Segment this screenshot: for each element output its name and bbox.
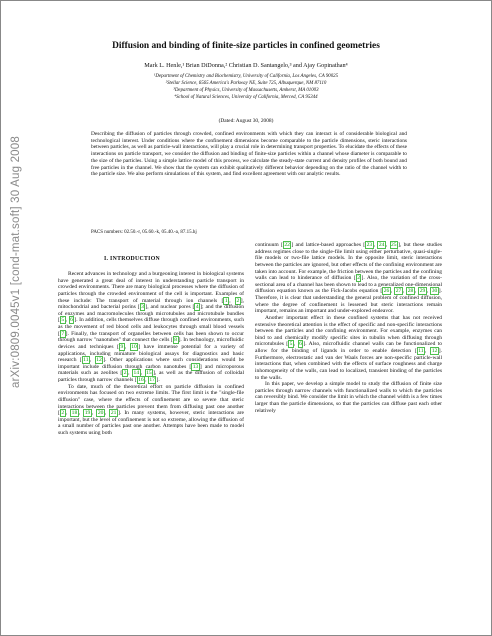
citation-link[interactable]: 18	[71, 410, 78, 417]
date-line: (Dated: August 30, 2008)	[218, 118, 274, 124]
paragraph: To date, much of the theoretical effort on particle diffusion in confined environments has focused on two extreme limits. The first limit is the "single-file diffusion" case, where the effects of confinement are so severe that steric interactions between the particles prevent them from diffusing past one another [ 2 , 18 , 19 , 20 , 21 ]. In many systems, however, steric interactions are important, but the level of confinement is not so extreme, allowing the diffusion of a small number of particles past one another. Attempts have been made to model such systems using both	[58, 383, 244, 436]
citation-link[interactable]: 22	[284, 242, 290, 248]
citation-link[interactable]: 21	[110, 410, 117, 417]
citation-link[interactable]: 14	[133, 370, 140, 377]
pacs-numbers: PACS numbers: 02.50.-r, 05.60.-k, 05.40.-a, 87.15.hj	[91, 230, 197, 235]
section-heading: I. INTRODUCTION	[104, 256, 161, 262]
paragraph: continuum [ 22 ] and lattice-based approaches [ 23 , 24 , 25 ], but these studies address regimes close to the single-file limit using either perturbative, quasi-single-file models or two-file lattice models. In the opposite limit, steric interactions between the particles are ignored, but other effects of the confining environment are taken into account. For example, the friction between the particles and the confining walls can lead to hinderance of diffusion [ 2 ]. Also, the variation of the cross-sectional area of a channel has been shown to lead to a generalized one-dimensional diffusion equation known as the Fick-Jacobs equation [ 26 , 27 , 28 , 29 , 30 ]. Therefore, it is clear that understanding the general problem of confined diffusion, where the degree of confinement is lessened but steric interactions remain important, remains an important and under-explored endeavor.	[255, 242, 442, 315]
left-column	[58, 271, 244, 437]
citation-link[interactable]: 12	[431, 348, 438, 354]
paper-title: Diffusion and binding of finite-size particles in confined geometries	[112, 41, 380, 51]
citation-link[interactable]: 26	[383, 288, 390, 295]
paragraph: Another important effect in these confined systems that has not received extensive theoretical attention is the effect of specific and non-specific interactions between the particles and the confining environment. For example, enzymes can bind to and chemically modify specific sites in tubulin when diffusing through microtubules [ 5 , 6 ]. Also, microfluidic channel walls can be functionalized to allow for the binding of ligands in order to enable detection [ 11 , 12 ]. Furthermore, electrostatic and van der Waals forces are non-specific particle-wall interactions that, when combined with the effects of surface roughness and charge inhomogeneity of the walls, can lead to localized, transient binding of the particles to the walls.	[255, 314, 443, 381]
citation-link[interactable]: 29	[419, 288, 426, 295]
citation-link[interactable]: 9	[120, 343, 124, 350]
citation-link[interactable]: 13	[192, 363, 199, 370]
citation-link[interactable]: 3	[141, 304, 144, 311]
citation-link[interactable]: 6	[70, 317, 73, 324]
citation-link[interactable]: 6	[299, 341, 302, 348]
paragraph: Recent advances in technology and a burgeoning interest in biological systems have generated a great deal of interest in understanding particle transport in crowded environments. There are many biological processes where the diffusion of particles through the crowded environment of the cell is important. Examples of these include: The transport of material through ion channels [ 1 , 2 ], mitochondrial and bacterial porins [ 3 ], and nuclear pores [ 4 ]; and the diffusion of enzymes and macromolecules through microtubules and microtubule bundles [ 5 , 6 ]. In addition, cells themselves diffuse through confined environments, such as the movement of red blood cells and leukocytes through small blood vessels [ 7 ]. Finally, the transport of organelles between cells has been shown to occur through narrow "nanotubes" that connect the cells [ 8 ]. In technology, microfluidic devices and techniques [ 9 , 10 ] have immense potential for a variety of applications, including miniature biological assays for diagnostics and basic research [ 11 , 12 ]. Other applications where such considerations would be important include diffusion through carbon nanotubes [ 13 ] and microporous materials such as zeolites [ 2 , 14 , 15 ], as well as the diffusion of colloidal particles through narrow channels [ 16 , 17 ].	[58, 271, 245, 383]
citation-link[interactable]: 27	[395, 288, 402, 295]
right-column	[255, 242, 442, 414]
affiliation-4: ⁴School of Natural Sciences, University of California, Merced, CA 95344	[174, 95, 318, 100]
citation-link[interactable]: 1	[224, 297, 228, 304]
citation-link[interactable]: 20	[97, 410, 104, 417]
arxiv-stamp-text: arXiv:0809.0045v1 [cond-mat.soft] 30 Aug 2008	[10, 136, 22, 388]
citation-link[interactable]: 4	[195, 304, 199, 311]
citation-link[interactable]: 23	[366, 242, 373, 248]
affiliation-3: ³Department of Physics, University of Massachusetts, Amherst, MA 01003	[173, 88, 319, 93]
citation-link[interactable]: 2	[123, 370, 127, 377]
citation-link[interactable]: 2	[61, 410, 65, 417]
affiliation-1: ¹Department of Chemistry and Biochemistry, University of California, Los Angeles, CA 90025	[153, 74, 339, 79]
citation-link[interactable]: 7	[61, 330, 65, 337]
citation-link[interactable]: 28	[407, 288, 414, 295]
citation-link[interactable]: 2	[357, 275, 360, 282]
citation-link[interactable]: 19	[84, 410, 91, 417]
citation-link[interactable]: 2	[236, 297, 240, 304]
arxiv-stamp	[5, 112, 27, 412]
citation-link[interactable]: 10	[131, 343, 137, 350]
paragraph: In this paper, we develop a simple model to study the diffusion of finite size particles through narrow channels with functionalized walls to which the particles can reversibly bind. We consider the limit in which the channel width is a few times larger than the particle dimensions, so that the particles can diffuse past each other relatively	[255, 381, 442, 414]
abstract: Describing the diffusion of particles through crowded, confined environments with which they can interact is of considerable biological and technological interest. Under conditions where the confinement dimensions become comparable to the particle dimensions, steric interactions between particles, as well as particle-wall interactions, will play a crucial role in determining transport properties. To elucidate the effects of these interactions on particle transport, we consider the diffusion and binding of finite-size particles within a channel whose diameter is comparable to the size of the particles. Using a simple lattice model of this process, we calculate the steady-state current and density profiles of both bound and free particles in the channel. We show that the system can exhibit qualitatively different behavior depending on the ratio of the channel width to the particle size. We also perform simulations of this system, and find excellent agreement with our analytic results.	[91, 131, 407, 178]
citation-link[interactable]: 11	[83, 357, 89, 364]
citation-link[interactable]: 15	[146, 370, 152, 377]
affiliation-2: ²Stellar Science, 6565 America's Parkway NE, Suite 725, Albuquerque, NM 87110	[165, 81, 327, 86]
citation-link[interactable]: 30	[431, 288, 438, 295]
author-list: Mark L. Henle,¹ Brian DiDonna,² Christian D. Santangelo,³ and Ajay Gopinathan⁴	[144, 62, 348, 69]
citation-link[interactable]: 17	[149, 377, 155, 383]
citation-link[interactable]: 25	[391, 242, 397, 248]
citation-link[interactable]: 12	[96, 357, 102, 364]
citation-link[interactable]: 11	[418, 348, 424, 354]
citation-link[interactable]: 24	[378, 242, 385, 248]
citation-link[interactable]: 5	[289, 341, 293, 348]
citation-link[interactable]: 8	[174, 337, 178, 344]
citation-link[interactable]: 5	[61, 317, 65, 324]
citation-link[interactable]: 16	[138, 377, 144, 383]
